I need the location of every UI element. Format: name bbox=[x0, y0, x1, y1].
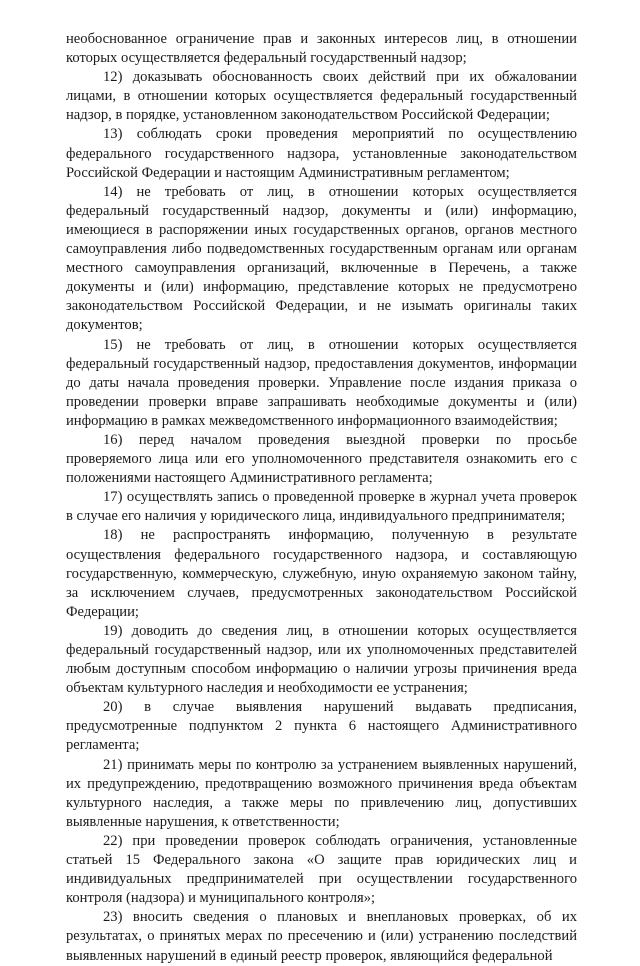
paragraph-item-12: 12) доказывать обоснованность своих действий при их обжаловании лицами, в отношении которых осуществляется федеральный государственный надзор, в порядке, установленном законодательством Российской Федерации; bbox=[66, 69, 577, 124]
paragraph-item-19: 19) доводить до сведения лиц, в отношении которых осуществляется федеральный государственный надзор, или их уполномоченных представителей любым доступным способом информацию о наличии угрозы причинения вреда объектам культурного наследия и необходимости ее устранения; bbox=[66, 622, 577, 697]
paragraph-item-18: 18) не распространять информацию, полученную в результате осуществления федерального государственного надзора, и составляющую государственную, коммерческую, служебную, иную охраняемую законом тайну, за исключением случаев, предусмотренных законодательством Российской Федерации; bbox=[66, 527, 577, 620]
paragraph-item-15: 15) не требовать от лиц, в отношении которых осуществляется федеральный государственный надзор, предоставления документов, информации до даты начала проведения проверки. Управление после издания приказа о проведении проверки вправе запрашивать необходимые документы и (или) информацию в рамках межведомственного информационного взаимодействия; bbox=[66, 336, 577, 429]
paragraph-item-13: 13) соблюдать сроки проведения мероприятий по осуществлению федерального государственного надзора, установленные законодательством Российской Федерации и настоящим Административным регламентом; bbox=[66, 126, 577, 181]
paragraph-item-17: 17) осуществлять запись о проведенной проверке в журнал учета проверок в случае его наличия у юридического лица, индивидуального предпринимателя; bbox=[66, 489, 577, 525]
paragraph-item-23: 23) вносить сведения о плановых и внеплановых проверках, об их результатах, о принятых мерах по пресечению и (или) устранению последствий выявленных нарушений в единый реестр проверок, являющийся федеральной bbox=[66, 909, 577, 964]
paragraph-item-16: 16) перед началом проведения выездной проверки по просьбе проверяемого лица или его уполномоченного представителя ознакомить его с положениями настоящего Административного регламента; bbox=[66, 431, 577, 487]
paragraph-item-21: 21) принимать меры по контролю за устранением выявленных нарушений, их предупреждению, предотвращению возможного причинения вреда объектам культурного наследия, а также меры по привлечению лиц, допустивших выявленные нарушения, к ответственности; bbox=[66, 756, 577, 830]
paragraph-continuation: необоснованное ограничение прав и законных интересов лиц, в отношении которых осуществляется федеральный государственный надзор; bbox=[66, 31, 577, 67]
paragraph-item-22: 22) при проведении проверок соблюдать ограничения, установленные статьей 15 Федерального закона «О защите прав юридических лиц и индивидуальных предпринимателей при осуществлении государственного контроля (надзора) и муниципального контроля»; bbox=[66, 832, 577, 907]
paragraph-item-14: 14) не требовать от лиц, в отношении которых осуществляется федеральный государственный надзор, документы и (или) информацию, имеющиеся в распоряжении иных государственных органов, органов местного самоуправления либо подведомственных государственным органам или органам местного самоуправления организаций, включенные в Перечень, а также документы и (или) информацию, представление которых не предусмотрено законодательством Российской Федерации, и не изымать оригиналы таких документов; bbox=[66, 183, 577, 334]
paragraph-item-20: 20) в случае выявления нарушений выдавать предписания, предусмотренные подпунктом 2 пункта 6 настоящего Административного регламента; bbox=[66, 699, 577, 754]
document-page bbox=[66, 30, 577, 966]
